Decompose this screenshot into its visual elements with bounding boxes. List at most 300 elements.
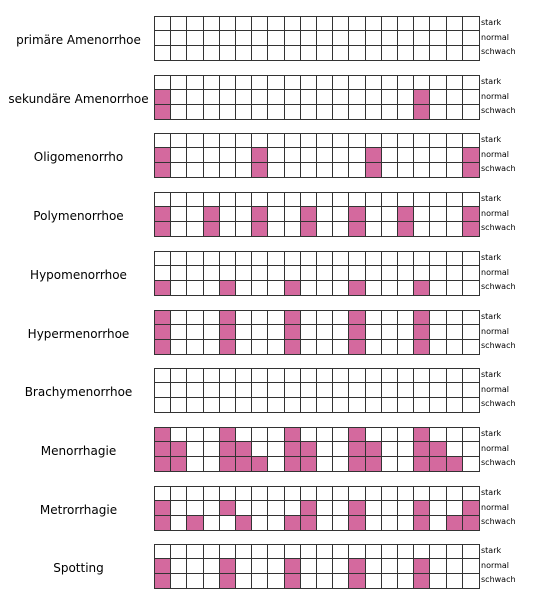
bleeding-day-cell <box>204 252 220 266</box>
bleeding-day-cell-filled <box>414 501 430 515</box>
bleeding-day-cell <box>463 90 479 104</box>
bleeding-day-cell-filled <box>155 222 171 236</box>
bleeding-day-cell <box>187 369 203 383</box>
bleeding-day-cell <box>220 207 236 221</box>
bleeding-day-cell <box>317 325 333 339</box>
bleeding-day-cell <box>414 46 430 60</box>
bleeding-day-cell <box>301 163 317 177</box>
row-label: primäre Amenorrhoe <box>16 33 141 47</box>
bleeding-day-cell <box>171 76 187 90</box>
bleeding-day-cell <box>252 369 268 383</box>
bleeding-day-cell <box>204 281 220 295</box>
bleeding-day-cell <box>382 325 398 339</box>
bleeding-day-cell <box>333 457 349 471</box>
bleeding-day-cell <box>204 428 220 442</box>
bleeding-day-cell-filled <box>414 90 430 104</box>
bleeding-day-cell <box>430 222 446 236</box>
bleeding-day-cell <box>398 46 414 60</box>
bleeding-day-cell <box>398 17 414 31</box>
bleeding-day-cell <box>382 207 398 221</box>
bleeding-day-cell <box>268 383 284 397</box>
bleeding-day-cell-filled <box>187 516 203 530</box>
bleeding-day-cell <box>349 148 365 162</box>
bleeding-day-cell <box>414 148 430 162</box>
bleeding-day-cell <box>171 90 187 104</box>
bleeding-day-cell <box>447 340 463 354</box>
bleeding-day-cell <box>463 76 479 90</box>
bleeding-day-cell <box>463 105 479 119</box>
bleeding-day-cell <box>187 148 203 162</box>
bleeding-day-cell <box>366 428 382 442</box>
bleeding-day-cell <box>171 311 187 325</box>
bleeding-day-cell <box>333 383 349 397</box>
bleeding-day-cell <box>317 163 333 177</box>
row-label: Hypomenorrhoe <box>30 268 127 282</box>
bleeding-day-cell <box>447 501 463 515</box>
bleeding-day-cell <box>236 90 252 104</box>
bleeding-day-cell-filled <box>414 325 430 339</box>
bleeding-day-cell <box>204 17 220 31</box>
bleeding-day-cell <box>382 134 398 148</box>
bleeding-day-cell <box>187 281 203 295</box>
bleeding-day-cell <box>366 516 382 530</box>
intensity-label-normal: normal <box>481 326 510 336</box>
bleeding-day-cell <box>171 31 187 45</box>
bleeding-day-cell-filled <box>301 501 317 515</box>
bleeding-day-cell-filled <box>285 428 301 442</box>
bleeding-day-cell <box>447 17 463 31</box>
bleeding-day-cell <box>236 574 252 588</box>
bleeding-day-cell <box>382 545 398 559</box>
bleeding-day-cell <box>447 545 463 559</box>
bleeding-day-cell-filled <box>155 340 171 354</box>
bleeding-day-cell-filled <box>285 559 301 573</box>
bleeding-day-cell <box>333 545 349 559</box>
bleeding-day-cell <box>187 325 203 339</box>
bleeding-day-cell <box>398 148 414 162</box>
bleeding-day-cell <box>187 559 203 573</box>
bleeding-day-cell-filled <box>414 559 430 573</box>
bleeding-day-cell <box>447 134 463 148</box>
bleeding-day-cell-filled <box>414 281 430 295</box>
bleeding-day-cell <box>447 442 463 456</box>
bleeding-day-cell <box>187 90 203 104</box>
bleeding-day-cell <box>301 487 317 501</box>
bleeding-day-cell-filled <box>155 559 171 573</box>
bleeding-day-cell <box>285 207 301 221</box>
bleeding-day-cell <box>349 193 365 207</box>
bleeding-day-cell <box>171 46 187 60</box>
bleeding-day-cell <box>171 369 187 383</box>
bleeding-day-cell <box>252 442 268 456</box>
bleeding-day-cell <box>430 105 446 119</box>
bleeding-day-cell-filled <box>236 516 252 530</box>
bleeding-day-cell <box>220 193 236 207</box>
bleeding-grid <box>154 368 480 413</box>
bleeding-day-cell-filled <box>349 559 365 573</box>
bleeding-day-cell <box>171 501 187 515</box>
row-label: Brachymenorrhoe <box>24 385 133 399</box>
bleeding-day-cell <box>414 31 430 45</box>
bleeding-day-cell <box>366 46 382 60</box>
bleeding-day-cell <box>414 252 430 266</box>
bleeding-day-cell <box>268 398 284 412</box>
bleeding-day-cell <box>430 428 446 442</box>
bleeding-day-cell-filled <box>414 457 430 471</box>
bleeding-day-cell <box>187 398 203 412</box>
bleeding-day-cell <box>220 90 236 104</box>
bleeding-day-cell <box>187 340 203 354</box>
bleeding-day-cell <box>317 46 333 60</box>
bleeding-day-cell <box>155 369 171 383</box>
bleeding-day-cell <box>317 487 333 501</box>
bleeding-day-cell-filled <box>414 574 430 588</box>
bleeding-day-cell <box>155 76 171 90</box>
bleeding-day-cell <box>268 487 284 501</box>
bleeding-day-cell <box>285 17 301 31</box>
bleeding-day-cell <box>268 457 284 471</box>
bleeding-day-cell <box>398 487 414 501</box>
bleeding-day-cell <box>301 574 317 588</box>
bleeding-day-cell-filled <box>155 311 171 325</box>
bleeding-day-cell-filled <box>414 516 430 530</box>
bleeding-day-cell <box>382 311 398 325</box>
bleeding-day-cell <box>398 281 414 295</box>
bleeding-day-cell-filled <box>301 222 317 236</box>
bleeding-day-cell <box>398 574 414 588</box>
bleeding-day-cell <box>317 31 333 45</box>
bleeding-day-cell <box>204 398 220 412</box>
bleeding-day-cell <box>268 325 284 339</box>
bleeding-day-cell <box>317 148 333 162</box>
bleeding-day-cell <box>366 340 382 354</box>
bleeding-day-cell <box>447 383 463 397</box>
bleeding-day-cell-filled <box>236 457 252 471</box>
bleeding-day-cell-filled <box>349 281 365 295</box>
bleeding-day-cell <box>398 163 414 177</box>
bleeding-day-cell <box>382 163 398 177</box>
bleeding-day-cell <box>285 252 301 266</box>
bleeding-day-cell <box>220 31 236 45</box>
bleeding-day-cell <box>268 193 284 207</box>
intensity-label-normal: normal <box>481 208 510 218</box>
bleeding-day-cell <box>204 383 220 397</box>
bleeding-day-cell-filled <box>349 311 365 325</box>
bleeding-day-cell-filled <box>349 516 365 530</box>
bleeding-day-cell <box>252 501 268 515</box>
bleeding-day-cell-filled <box>366 148 382 162</box>
bleeding-day-cell <box>220 252 236 266</box>
bleeding-day-cell <box>382 501 398 515</box>
bleeding-day-cell <box>204 31 220 45</box>
bleeding-day-cell <box>236 31 252 45</box>
bleeding-day-cell-filled <box>155 163 171 177</box>
bleeding-day-cell-filled <box>285 457 301 471</box>
bleeding-grid <box>154 192 480 237</box>
bleeding-day-cell <box>155 383 171 397</box>
intensity-label-normal: normal <box>481 91 510 101</box>
bleeding-day-cell <box>333 487 349 501</box>
bleeding-day-cell <box>447 311 463 325</box>
bleeding-day-cell <box>236 398 252 412</box>
bleeding-day-cell <box>301 105 317 119</box>
bleeding-day-cell <box>301 46 317 60</box>
bleeding-day-cell-filled <box>447 457 463 471</box>
bleeding-day-cell <box>236 17 252 31</box>
bleeding-day-cell <box>236 501 252 515</box>
bleeding-day-cell-filled <box>349 222 365 236</box>
bleeding-day-cell <box>155 193 171 207</box>
bleeding-day-cell <box>301 559 317 573</box>
bleeding-day-cell <box>382 369 398 383</box>
bleeding-day-cell <box>447 574 463 588</box>
bleeding-day-cell <box>382 252 398 266</box>
bleeding-day-cell <box>171 340 187 354</box>
bleeding-day-cell <box>301 340 317 354</box>
bleeding-day-cell-filled <box>349 574 365 588</box>
bleeding-day-cell <box>171 574 187 588</box>
bleeding-day-cell-filled <box>155 457 171 471</box>
bleeding-day-cell <box>366 369 382 383</box>
bleeding-day-cell <box>333 31 349 45</box>
bleeding-day-cell <box>204 325 220 339</box>
bleeding-day-cell <box>430 90 446 104</box>
bleeding-day-cell-filled <box>349 428 365 442</box>
bleeding-day-cell <box>333 442 349 456</box>
bleeding-day-cell <box>155 545 171 559</box>
bleeding-day-cell <box>187 76 203 90</box>
bleeding-day-cell <box>317 76 333 90</box>
bleeding-day-cell <box>414 398 430 412</box>
bleeding-day-cell <box>301 148 317 162</box>
bleeding-day-cell <box>430 398 446 412</box>
bleeding-day-cell <box>317 574 333 588</box>
bleeding-day-cell <box>414 487 430 501</box>
bleeding-day-cell <box>301 383 317 397</box>
bleeding-day-cell <box>382 574 398 588</box>
bleeding-day-cell <box>252 398 268 412</box>
bleeding-day-cell <box>268 428 284 442</box>
bleeding-day-cell <box>317 134 333 148</box>
bleeding-day-cell <box>236 266 252 280</box>
bleeding-day-cell <box>366 398 382 412</box>
bleeding-day-cell <box>236 369 252 383</box>
bleeding-day-cell <box>187 383 203 397</box>
bleeding-day-cell <box>268 501 284 515</box>
bleeding-day-cell <box>220 516 236 530</box>
bleeding-day-cell <box>204 148 220 162</box>
bleeding-day-cell <box>171 207 187 221</box>
bleeding-day-cell <box>236 148 252 162</box>
bleeding-day-cell-filled <box>204 207 220 221</box>
bleeding-day-cell <box>155 31 171 45</box>
bleeding-day-cell <box>317 207 333 221</box>
bleeding-day-cell-filled <box>220 311 236 325</box>
bleeding-day-cell <box>398 31 414 45</box>
bleeding-day-cell <box>204 163 220 177</box>
bleeding-day-cell <box>252 428 268 442</box>
bleeding-day-cell <box>333 193 349 207</box>
bleeding-day-cell <box>252 90 268 104</box>
bleeding-day-cell-filled <box>414 340 430 354</box>
bleeding-day-cell <box>398 325 414 339</box>
bleeding-day-cell <box>301 252 317 266</box>
bleeding-day-cell <box>220 487 236 501</box>
bleeding-day-cell <box>317 17 333 31</box>
bleeding-day-cell <box>252 325 268 339</box>
bleeding-day-cell <box>187 487 203 501</box>
bleeding-day-cell <box>301 325 317 339</box>
intensity-label-schwach: schwach <box>481 47 516 56</box>
bleeding-day-cell <box>204 487 220 501</box>
bleeding-day-cell-filled <box>349 442 365 456</box>
bleeding-day-cell <box>301 428 317 442</box>
bleeding-day-cell <box>463 559 479 573</box>
intensity-label-normal: normal <box>481 384 510 394</box>
intensity-label-schwach: schwach <box>481 223 516 232</box>
bleeding-day-cell <box>285 545 301 559</box>
bleeding-day-cell <box>268 148 284 162</box>
bleeding-day-cell-filled <box>301 207 317 221</box>
bleeding-day-cell <box>366 545 382 559</box>
intensity-label-schwach: schwach <box>481 282 516 291</box>
bleeding-day-cell-filled <box>155 90 171 104</box>
bleeding-day-cell <box>463 325 479 339</box>
bleeding-day-cell <box>220 545 236 559</box>
bleeding-day-cell <box>382 31 398 45</box>
bleeding-day-cell <box>268 281 284 295</box>
bleeding-day-cell-filled <box>463 501 479 515</box>
bleeding-grid <box>154 544 480 589</box>
bleeding-day-cell <box>285 163 301 177</box>
bleeding-day-cell <box>317 516 333 530</box>
bleeding-day-cell-filled <box>155 574 171 588</box>
bleeding-day-cell <box>398 369 414 383</box>
bleeding-day-cell <box>414 383 430 397</box>
bleeding-day-cell <box>171 383 187 397</box>
bleeding-day-cell <box>447 325 463 339</box>
bleeding-day-cell <box>252 574 268 588</box>
bleeding-day-cell <box>301 90 317 104</box>
bleeding-day-cell <box>204 574 220 588</box>
bleeding-day-cell <box>268 442 284 456</box>
bleeding-day-cell-filled <box>463 148 479 162</box>
bleeding-day-cell-filled <box>447 516 463 530</box>
bleeding-day-cell <box>317 266 333 280</box>
bleeding-day-cell <box>366 207 382 221</box>
bleeding-day-cell <box>463 340 479 354</box>
bleeding-day-cell-filled <box>430 457 446 471</box>
bleeding-day-cell <box>414 134 430 148</box>
bleeding-day-cell <box>382 398 398 412</box>
bleeding-day-cell <box>285 134 301 148</box>
intensity-label-normal: normal <box>481 560 510 570</box>
bleeding-day-cell <box>333 17 349 31</box>
bleeding-day-cell <box>252 281 268 295</box>
bleeding-day-cell <box>398 559 414 573</box>
bleeding-day-cell <box>366 193 382 207</box>
bleeding-day-cell <box>463 383 479 397</box>
intensity-label-normal: normal <box>481 502 510 512</box>
bleeding-day-cell <box>301 17 317 31</box>
bleeding-day-cell <box>268 105 284 119</box>
bleeding-day-cell <box>204 545 220 559</box>
bleeding-day-cell <box>204 559 220 573</box>
bleeding-day-cell <box>171 428 187 442</box>
bleeding-day-cell <box>430 207 446 221</box>
bleeding-day-cell <box>236 383 252 397</box>
bleeding-day-cell-filled <box>463 207 479 221</box>
bleeding-day-cell-filled <box>366 442 382 456</box>
bleeding-day-cell <box>204 90 220 104</box>
row-label: Oligomenorrho <box>33 150 124 164</box>
bleeding-day-cell <box>204 134 220 148</box>
bleeding-day-cell <box>382 46 398 60</box>
bleeding-day-cell <box>430 76 446 90</box>
bleeding-day-cell <box>220 76 236 90</box>
bleeding-day-cell <box>187 442 203 456</box>
bleeding-day-cell <box>463 457 479 471</box>
bleeding-day-cell <box>268 17 284 31</box>
row-label: Spotting <box>53 561 104 575</box>
bleeding-day-cell <box>220 105 236 119</box>
bleeding-day-cell <box>317 442 333 456</box>
bleeding-grid <box>154 133 480 178</box>
intensity-label-stark: stark <box>481 18 502 27</box>
bleeding-day-cell <box>220 163 236 177</box>
bleeding-day-cell-filled <box>236 442 252 456</box>
bleeding-day-cell-filled <box>220 340 236 354</box>
bleeding-day-cell <box>252 340 268 354</box>
bleeding-day-cell <box>463 574 479 588</box>
intensity-label-stark: stark <box>481 546 502 555</box>
bleeding-day-cell <box>398 398 414 412</box>
bleeding-day-cell <box>333 574 349 588</box>
bleeding-day-cell <box>268 163 284 177</box>
bleeding-day-cell <box>236 46 252 60</box>
bleeding-day-cell <box>220 134 236 148</box>
bleeding-grid <box>154 427 480 472</box>
bleeding-day-cell <box>317 193 333 207</box>
bleeding-day-cell <box>463 46 479 60</box>
bleeding-day-cell <box>398 90 414 104</box>
bleeding-day-cell <box>236 487 252 501</box>
bleeding-day-cell <box>252 559 268 573</box>
bleeding-day-cell-filled <box>220 574 236 588</box>
bleeding-day-cell <box>171 281 187 295</box>
bleeding-day-cell-filled <box>155 148 171 162</box>
bleeding-day-cell <box>349 163 365 177</box>
bleeding-day-cell <box>430 163 446 177</box>
intensity-label-normal: normal <box>481 32 510 42</box>
bleeding-day-cell <box>430 252 446 266</box>
bleeding-day-cell <box>463 428 479 442</box>
bleeding-day-cell <box>382 105 398 119</box>
bleeding-day-cell-filled <box>220 281 236 295</box>
bleeding-day-cell <box>447 207 463 221</box>
bleeding-day-cell-filled <box>349 501 365 515</box>
bleeding-day-cell <box>414 266 430 280</box>
bleeding-day-cell <box>301 76 317 90</box>
bleeding-day-cell <box>285 31 301 45</box>
bleeding-day-cell <box>187 428 203 442</box>
bleeding-day-cell <box>414 76 430 90</box>
bleeding-day-cell-filled <box>252 207 268 221</box>
bleeding-day-cell <box>366 76 382 90</box>
bleeding-day-cell <box>447 398 463 412</box>
bleeding-day-cell <box>398 105 414 119</box>
bleeding-day-cell <box>236 105 252 119</box>
